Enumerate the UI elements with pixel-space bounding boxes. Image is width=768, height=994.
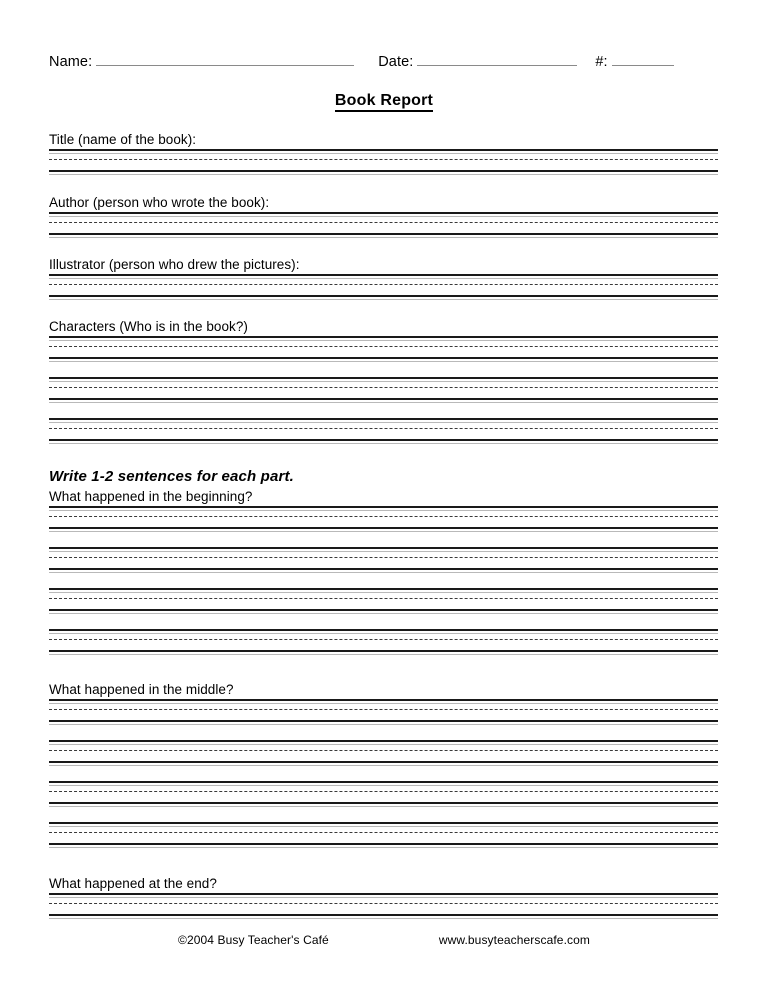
line-top <box>49 893 718 895</box>
line-bottom <box>49 609 718 611</box>
line-top <box>49 506 718 508</box>
section-characters <box>49 318 718 441</box>
line-top <box>49 377 718 379</box>
website-text: www.busyteacherscafe.com <box>438 933 590 947</box>
line-bottom <box>49 527 718 529</box>
number-label: #: <box>595 54 608 70</box>
line-top <box>49 149 718 151</box>
instruction-text: Write 1-2 sentences for each part. <box>49 468 294 485</box>
writing-line-group[interactable] <box>49 822 718 845</box>
writing-line-group[interactable] <box>49 699 718 722</box>
section-middle <box>49 681 718 845</box>
line-top <box>49 822 718 824</box>
writing-line-group[interactable] <box>49 740 718 763</box>
section-illustrator <box>49 256 718 297</box>
line-top <box>49 547 718 549</box>
line-bottom <box>49 843 718 845</box>
writing-line-group[interactable] <box>49 781 718 804</box>
line-mid-dashed <box>49 598 718 599</box>
prompt-middle-label: What happened in the middle? <box>49 682 234 697</box>
line-bottom <box>49 914 718 916</box>
line-mid-dashed <box>49 516 718 517</box>
line-mid-dashed <box>49 903 718 904</box>
line-mid-dashed <box>49 639 718 640</box>
prompt-beginning-label: What happened in the beginning? <box>49 489 253 504</box>
line-mid-dashed <box>49 428 718 429</box>
section-author-label: Author (person who wrote the book): <box>49 195 270 210</box>
line-top <box>49 418 718 420</box>
writing-line-group[interactable] <box>49 893 718 916</box>
line-bottom <box>49 568 718 570</box>
section-characters-label: Characters (Who is in the book?) <box>49 319 248 334</box>
line-mid-dashed <box>49 222 718 223</box>
line-mid-dashed <box>49 159 718 160</box>
number-input[interactable] <box>612 50 674 66</box>
line-bottom <box>49 398 718 400</box>
line-top <box>49 274 718 276</box>
page-title-text: Book Report <box>335 92 433 112</box>
line-mid-dashed <box>49 346 718 347</box>
line-mid-dashed <box>49 709 718 710</box>
student-info-row <box>49 50 719 76</box>
line-bottom <box>49 720 718 722</box>
date-label: Date: <box>378 54 414 70</box>
section-title <box>49 131 718 172</box>
line-bottom <box>49 357 718 359</box>
name-label: Name: <box>49 54 93 70</box>
section-illustrator-label: Illustrator (person who drew the pictures): <box>49 257 300 272</box>
line-mid-dashed <box>49 557 718 558</box>
writing-line-group[interactable] <box>49 212 718 235</box>
line-bottom <box>49 295 718 297</box>
section-title-label: Title (name of the book): <box>49 132 197 147</box>
prompt-end-label: What happened at the end? <box>49 876 217 891</box>
section-beginning <box>49 467 718 652</box>
line-mid-dashed <box>49 791 718 792</box>
date-input[interactable] <box>417 50 577 66</box>
line-top <box>49 781 718 783</box>
line-bottom <box>49 233 718 235</box>
line-top <box>49 629 718 631</box>
line-top <box>49 699 718 701</box>
writing-line-group[interactable] <box>49 149 718 172</box>
writing-line-group[interactable] <box>49 418 718 441</box>
line-mid-dashed <box>49 387 718 388</box>
page-footer <box>0 933 768 947</box>
page-title <box>0 92 768 110</box>
line-mid-dashed <box>49 284 718 285</box>
copyright-text: ©2004 Busy Teacher's Café <box>178 933 329 947</box>
line-top <box>49 336 718 338</box>
writing-line-group[interactable] <box>49 377 718 400</box>
line-mid-dashed <box>49 832 718 833</box>
line-top <box>49 740 718 742</box>
section-end <box>49 875 718 916</box>
line-bottom <box>49 761 718 763</box>
writing-line-group[interactable] <box>49 588 718 611</box>
writing-line-group[interactable] <box>49 506 718 529</box>
line-bottom <box>49 439 718 441</box>
line-bottom <box>49 802 718 804</box>
line-top <box>49 212 718 214</box>
line-top <box>49 588 718 590</box>
section-author <box>49 194 718 235</box>
writing-line-group[interactable] <box>49 336 718 359</box>
line-mid-dashed <box>49 750 718 751</box>
line-bottom <box>49 650 718 652</box>
writing-line-group[interactable] <box>49 547 718 570</box>
line-bottom <box>49 170 718 172</box>
writing-line-group[interactable] <box>49 274 718 297</box>
writing-line-group[interactable] <box>49 629 718 652</box>
name-input[interactable] <box>96 50 354 66</box>
